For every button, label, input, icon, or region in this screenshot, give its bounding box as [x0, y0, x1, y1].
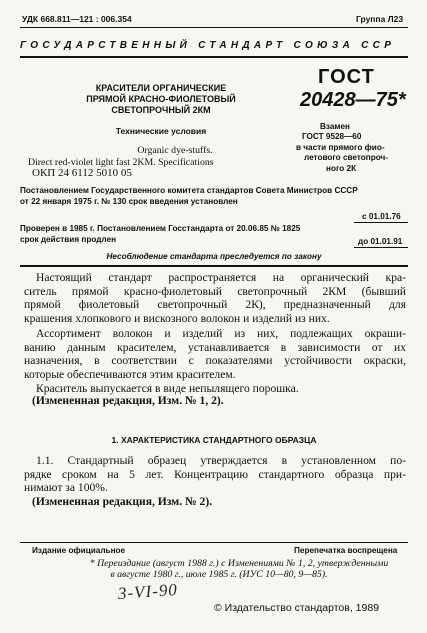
- section-1-heading: 1. ХАРАКТЕРИСТИКА СТАНДАРТНОГО ОБРАЗЦА: [111, 435, 317, 445]
- p2-line-3: назначения, в соответствии с показателями устойчивости окраски,: [24, 354, 406, 368]
- replace-line-3: в части прямого фио-: [296, 142, 385, 152]
- decree-line-1: Постановлением Государственного комитета стандартов Совета Министров СССР: [20, 186, 358, 195]
- handwritten-date: 3-VI-90: [117, 579, 179, 604]
- check-line-1: Проверен в 1985 г. Постановлением Госстандарта от 20.06.85 № 1825: [20, 224, 301, 233]
- note-line-2: в августе 1980 г., июле 1985 г. (ИУС 10—80, 9—85).: [110, 569, 328, 581]
- effective-date: с 01.01.76: [362, 212, 401, 221]
- p1-line-3: прямой фиолетовый светопрочный 2К), предназначенный для: [24, 298, 406, 312]
- header-rule-top: [20, 27, 408, 28]
- replace-line-4: летового светопроч-: [304, 153, 388, 163]
- p1-line-2: ситель прямой красно-фиолетовый светопрочный 2КМ (бывший: [24, 284, 406, 298]
- title-line-3: СВЕТОПРОЧНЫЙ 2КМ: [111, 105, 211, 115]
- replace-line-2: ГОСТ 9528—60: [302, 132, 362, 142]
- edit-note-2: (Измененная редакция, Изм. № 2).: [32, 495, 213, 508]
- state-standard-banner: ГОСУДАРСТВЕННЫЙ СТАНДАРТ СОЮЗА ССР: [20, 40, 396, 51]
- reprint-prohibited: Перепечатка воспрещена: [294, 546, 398, 555]
- replace-line-5: ного 2К: [326, 163, 357, 173]
- p2-line-1: Ассортимент волокон и изделий из них, подлежащих окраши-: [36, 327, 406, 340]
- check-line-2: срок действия продлен: [20, 234, 117, 244]
- decree-line-2: от 22 января 1975 г. № 130 срок введения установлен: [20, 196, 238, 206]
- p2-line-4: которые обеспечиваются этим красителем.: [24, 367, 236, 381]
- title-line-2: ПРЯМОЙ КРАСНО-ФИОЛЕТОВЫЙ: [86, 94, 236, 104]
- title-line-1: КРАСИТЕЛИ ОРГАНИЧЕСКИЕ: [95, 83, 227, 93]
- note-line-1: * Переиздание (август 1988 г.) с Изменениями № 1, 2, утвержденными: [89, 558, 389, 569]
- gost-number: 20428—75*: [300, 89, 406, 111]
- effective-date-rule: [354, 222, 408, 223]
- edit-note-1: (Измененная редакция, Изм. № 1, 2).: [32, 394, 224, 407]
- paragraph-assortment: [24, 327, 406, 381]
- replacement-note: [296, 122, 406, 174]
- gost-label: ГОСТ: [318, 66, 375, 88]
- reprint-note: [20, 558, 408, 581]
- check-text: [20, 224, 410, 245]
- standard-subtitle: Технические условия: [115, 126, 207, 136]
- header-rule-bottom: [20, 56, 408, 58]
- p2-line-2: ванию данным красителем, устанавливается в зависимости от их: [24, 340, 406, 354]
- footer-rule: [20, 542, 408, 543]
- decree-text: [20, 186, 410, 207]
- p1-line-1: Настоящий стандарт распространяется на органический кра-: [36, 271, 406, 284]
- english-title: [20, 145, 310, 168]
- english-line-1: Organic dye-stuffs.: [137, 145, 213, 156]
- p1-line-4: крашения хлопкового и вискозного волокон и изделий из них.: [24, 311, 330, 325]
- p4-line-3: нимают за 100%.: [24, 481, 108, 495]
- official-edition: Издание официальное: [32, 546, 126, 555]
- paragraph-scope: [24, 271, 406, 325]
- publisher-copyright: © Издательство стандартов, 1989: [214, 602, 380, 614]
- okp-code: ОКП 24 6112 5010 05: [32, 167, 132, 179]
- paragraph-1-1: [24, 454, 406, 495]
- p4-line-2: рядке сроком на 5 лет. Концентрацию стандартного образца при-: [24, 467, 406, 481]
- p4-line-1: 1.1. Стандартный образец утверждается в установленном по-: [36, 454, 406, 467]
- standard-title: [66, 83, 256, 116]
- decree-rule: [20, 265, 408, 267]
- legal-notice: Несоблюдение стандарта преследуется по закону: [106, 252, 322, 261]
- extended-date: до 01.01.91: [358, 237, 403, 246]
- english-line-2: Direct red-violet light fast 2KM. Specifications: [28, 156, 214, 168]
- extended-date-rule: [354, 247, 408, 248]
- replace-line-1: Взамен: [320, 122, 350, 131]
- group-code: Группа Л23: [356, 14, 404, 24]
- udk-code: УДК 668.811—121 : 006.354: [22, 14, 132, 24]
- p3-text: Краситель выпускается в виде непылящего порошка.: [36, 382, 299, 395]
